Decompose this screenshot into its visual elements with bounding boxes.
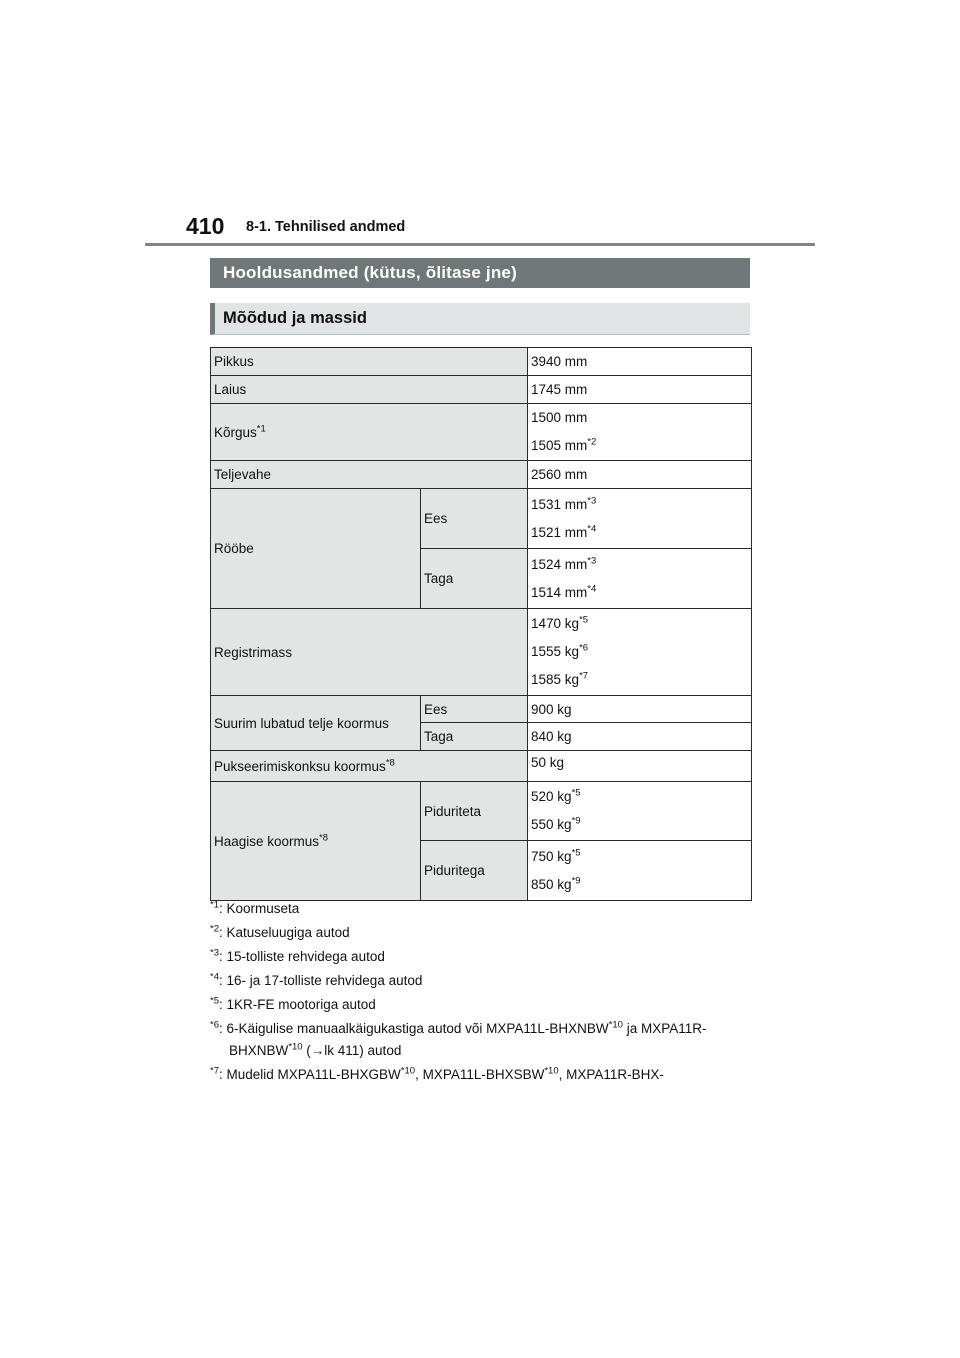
table-row (211, 461, 752, 489)
footnote: $^{*3}$: 15-tolliste rehvidega autod (210, 947, 385, 964)
dimensions-table (210, 347, 752, 901)
row-value: 840 kg (528, 723, 752, 751)
value-line: 1500 mm (531, 410, 588, 425)
subsection-title: Mõõdud ja massid (210, 303, 750, 335)
section-title: Hooldusandmed (kütus, õlitase jne) (210, 258, 750, 288)
row-value (528, 609, 752, 696)
sub-label: Piduritega (421, 841, 528, 901)
footnote: $^{*1}$: Koormuseta (210, 899, 300, 916)
footnote-ref: *1 (256, 423, 266, 434)
footnote-ref: *3 (587, 555, 597, 566)
footnote-ref: *2 (587, 436, 597, 448)
row-value (528, 549, 752, 609)
row-value: 2560 mm (528, 461, 752, 489)
value-line: 520 $kg^{*5}$ (531, 787, 581, 804)
chapter-title: 8-1. Tehnilised andmed (246, 219, 406, 235)
value-line: 550 $kg^{*9}$ (531, 815, 581, 832)
footnotes (210, 900, 770, 1090)
value-line: 750 $kg^{*5}$ (531, 847, 581, 864)
footnote-ref: *8 (319, 832, 329, 843)
table-row (211, 609, 752, 696)
sub-label: Ees (421, 696, 528, 723)
footnote-ref: *4 (587, 583, 597, 594)
footnote: $^{*7}$: Mudelid MXPA11L-BHXGBW$^{*10}$, MXPA11L-BHXSBW$^{*10}$, MXPA11R-BHX- (210, 1065, 664, 1082)
footnote-ref: *9 (571, 815, 581, 827)
footnote-ref: *5 (571, 787, 581, 799)
sub-label: Piduriteta (421, 782, 528, 841)
table-row (211, 376, 752, 404)
footnote: $^{*4}$: 16- ja 17-tolliste rehvidega autod (210, 971, 423, 988)
value-line: 1514 $mm^{*4}$ (531, 583, 597, 600)
row-label: Rööbe (211, 489, 421, 609)
header-divider (145, 243, 815, 246)
footnote-ref: *5 (579, 614, 589, 626)
label-text: Haagise koormus (214, 833, 320, 849)
row-value (528, 404, 752, 461)
row-label: Registrimass (211, 609, 528, 696)
value-line: 850 $kg^{*9}$ (531, 875, 581, 892)
page-number: 410 (186, 213, 225, 239)
row-value (528, 841, 752, 901)
row-label: Pikkus (211, 348, 528, 376)
row-label: Suurim lubatud telje koormus (211, 696, 421, 751)
footnote-ref: *7 (579, 670, 589, 682)
sub-label: Taga (421, 723, 528, 751)
footnote-continuation: BHXNBW$^{*10}$ (→lk 411) autod (229, 1041, 402, 1058)
footnote-ref: *4 (587, 523, 597, 534)
table-row (211, 404, 752, 461)
value-line: 1555 $kg^{*6}$ (531, 642, 589, 659)
footnote-ref: *9 (571, 875, 581, 886)
row-value: 50 kg (528, 751, 752, 782)
sub-label: Ees (421, 489, 528, 549)
row-label (211, 404, 528, 461)
row-label (211, 782, 421, 901)
table-row (211, 782, 752, 841)
row-value: 1745 mm (528, 376, 752, 404)
value-line: 1521 $mm^{*4}$ (531, 523, 597, 540)
table-row (211, 489, 752, 549)
table-row (211, 696, 752, 723)
value-line: 1505 $mm^{*2}$ (531, 436, 597, 453)
value-line: 1524 $mm^{*3}$ (531, 555, 597, 572)
value-line: 1470 $kg^{*5}$ (531, 614, 589, 631)
table-row (211, 751, 752, 782)
row-label: Teljevahe (211, 461, 528, 489)
row-value: 900 kg (528, 696, 752, 723)
footnote-ref: *5 (571, 847, 581, 858)
label-text: Kõrgus (214, 424, 257, 440)
footnote: $^{*5}$: 1KR-FE mootoriga autod (210, 995, 376, 1012)
row-value (528, 782, 752, 841)
value-line: 1585 $kg^{*7}$ (531, 670, 589, 687)
label-text: Pukseerimiskonksu koormus (214, 758, 386, 774)
row-label (211, 751, 528, 782)
footnote-ref: *6 (579, 642, 589, 654)
row-value (528, 489, 752, 549)
row-value: 3940 mm (528, 348, 752, 376)
footnote: $^{*6}$: 6-Käigulise manuaalkäigukastiga autod või MXPA11L-BHXNBW$^{*10}$ ja MXPA11R- BHXNBW$^{*10}$ (→lk 411) autod (210, 1020, 770, 1060)
footnote-ref: *3 (587, 495, 597, 506)
footnote: $^{*2}$: Katuseluugiga autod (210, 923, 350, 940)
sub-label: Taga (421, 549, 528, 609)
value-line: 1531 $mm^{*3}$ (531, 495, 597, 512)
table-row (211, 348, 752, 376)
footnote-ref: *8 (385, 757, 395, 768)
row-label: Laius (211, 376, 528, 404)
